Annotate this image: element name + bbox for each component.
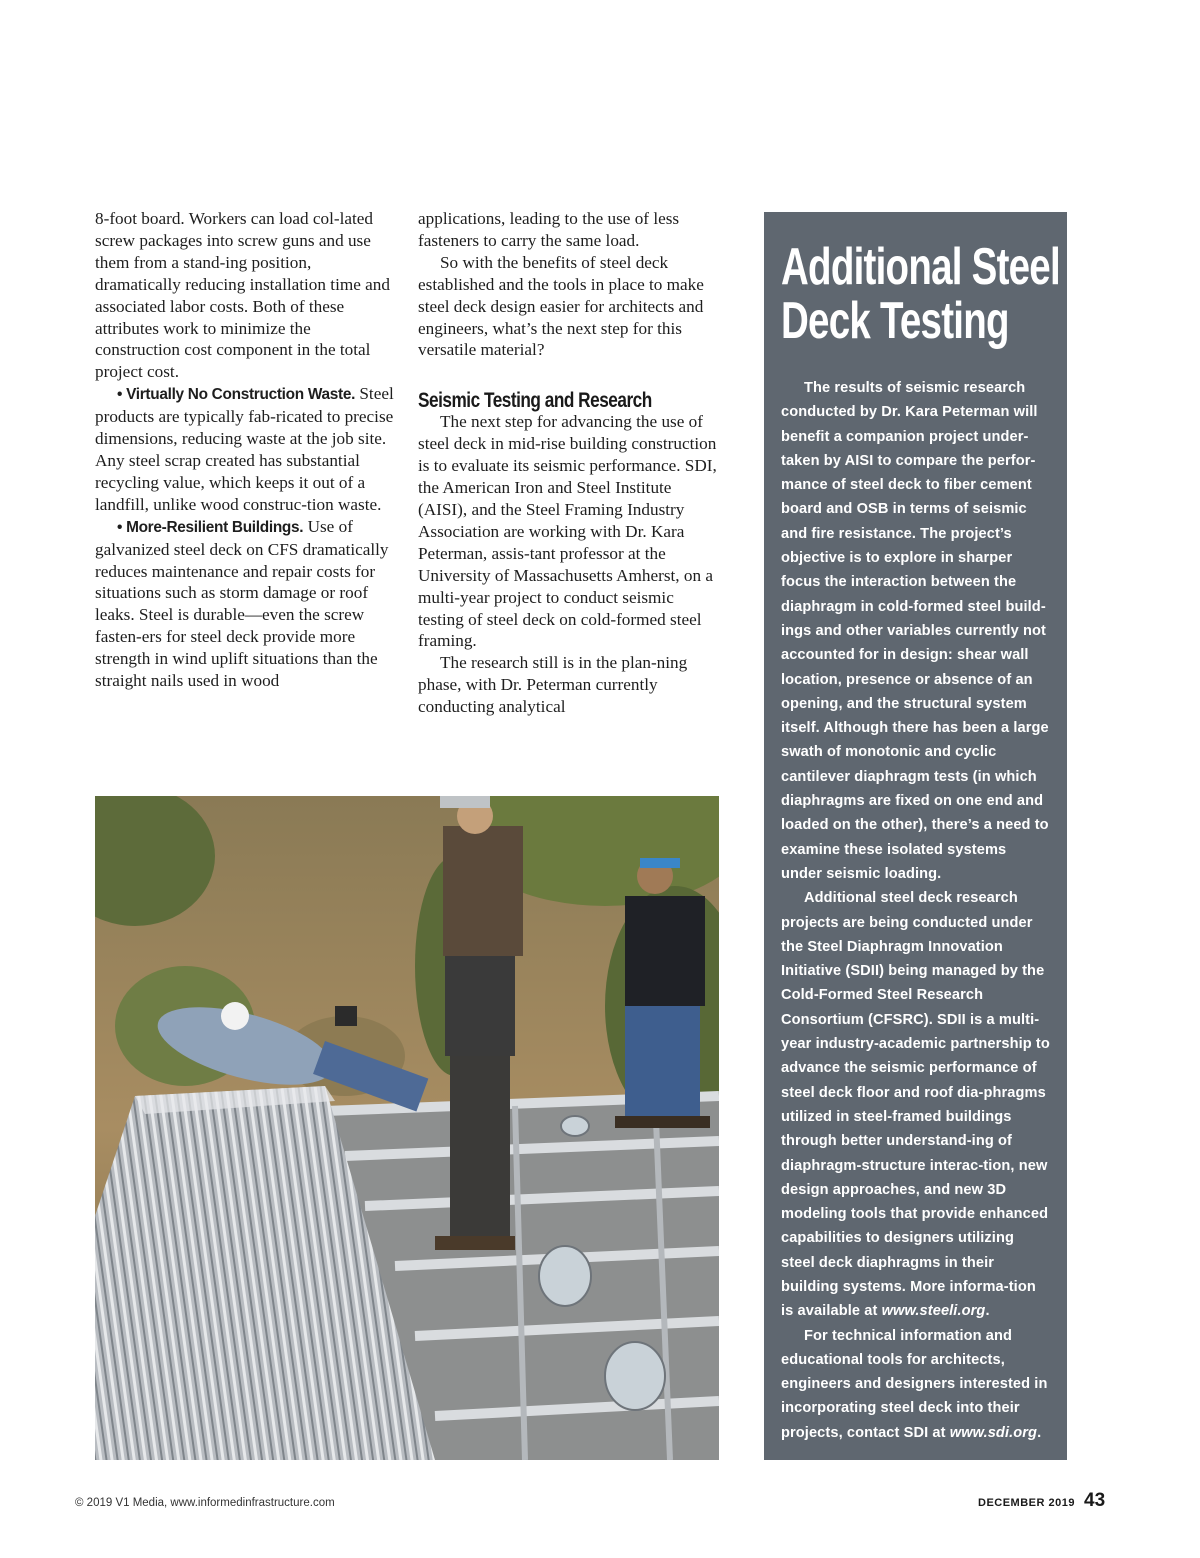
steeli-link[interactable]: www.steeli.org: [881, 1303, 986, 1320]
sidebar-text: For technical information and educational tools for architects, engineers and designers interested in incorporating steel deck into their projects, contact SDI at: [781, 1327, 1048, 1441]
sidebar-paragraph: [781, 1324, 1051, 1445]
section-heading: Seismic Testing and Research: [418, 389, 652, 413]
sidebar-text-end: .: [985, 1303, 990, 1320]
footer-copyright: © 2019 V1 Media, www.informedinfrastructure.com: [75, 1497, 335, 1509]
bullet-text: Use of galvanized steel deck on CFS dramatically reduces maintenance and repair costs for situations such as storm damage or roof leaks. Steel is durable—even the screw fasten-ers for steel deck provide more strength in wind uplift situations than the straight nails used in wood: [95, 516, 389, 691]
worker-standing-right: [615, 858, 710, 1128]
paragraph: So with the benefits of steel deck established and the tools in place to make steel deck design easier for architects and engineers, what’s the next step for this versatile material?: [418, 252, 704, 360]
bullet-heading: • More-Resilient Buildings.: [117, 518, 304, 536]
sdi-link[interactable]: www.sdi.org: [949, 1424, 1038, 1441]
page-number: 43: [1084, 1490, 1106, 1511]
photo-illustration: [95, 796, 719, 1460]
body-column-middle: [418, 208, 718, 718]
bullet-text: Steel products are typically fab-ricated to precise dimensions, reducing waste at the job site. Any steel scrap created has substantial recycling value, which keeps it out of a landfill, unlike wood construc-tion waste.: [95, 384, 394, 514]
bullet-paragraph-waste: [95, 383, 395, 515]
sidebar-box: [764, 212, 1067, 1460]
construction-photo: [95, 796, 719, 1460]
body-column-left: [95, 208, 395, 692]
paragraph: The research still is in the plan-ning phase, with Dr. Peterman currently conducting analytical: [418, 653, 688, 717]
footer-issue-date: DECEMBER 2019: [978, 1497, 1075, 1509]
paragraph: 8-foot board. Workers can load col-lated screw packages into screw guns and use them from a stand-ing position, dramatically reducing installation time and associated labor costs. Both of these attributes work to minimize the construction cost component in the total project cost.: [95, 209, 390, 382]
sidebar-paragraph: [781, 886, 1051, 1323]
sidebar-body: [781, 376, 1051, 1445]
paragraph: The next step for advancing the use of steel deck in mid-rise building construction is to evaluate its seismic performance. SDI, the American Iron and Steel Institute (AISI), and the Steel Framing Industry Association are working with Dr. Kara Peterman, assis-tant professor at the University of Massachusetts Amherst, on a multi-year project to conduct seismic testing of steel deck on cold-formed steel framing.: [418, 412, 717, 651]
sidebar-text: Additional steel deck research projects are being conducted under the Steel Diaphragm Innovation Initiative (SDII) being managed by the Cold-Formed Steel Research Consortium (CFSRC). SDII is a multi-year industry-academic partnership to advance the seismic performance of steel deck floor and roof dia-phragms utilized in steel-framed buildings through better understand-ing of diaphragm-structure interac-tion, new design approaches, and new 3D modeling tools that provide enhanced capabilities to designers utilizing steel deck diaphragms in their building systems. More informa-tion is available at: [781, 890, 1050, 1320]
sidebar-text-end: .: [1037, 1424, 1042, 1441]
sidebar-paragraph: The results of seismic research conducted by Dr. Kara Peterman will benefit a companion project under-taken by AISI to compare the perfor-mance of steel deck to fiber cement board and OSB in terms of seismic and fire resistance. The project’s objective is to explore in sharper focus the interaction between the diaphragm in cold-formed steel build-ings and other variables currently not accounted for in design: shear wall location, presence or absence of an opening, and the structural system itself. Although there has been a large swath of monotonic and cyclic cantilever diaphragm tests (in which diaphragms are fixed on one end and loaded on the other), there’s a need to examine these isolated systems under seismic loading.: [781, 380, 1049, 882]
sidebar-title: Additional Steel Deck Testing: [781, 238, 1060, 350]
paragraph: applications, leading to the use of less fasteners to carry the same load.: [418, 209, 680, 250]
bullet-heading: • Virtually No Construction Waste.: [117, 386, 356, 404]
bullet-paragraph-resilient: [95, 516, 395, 692]
